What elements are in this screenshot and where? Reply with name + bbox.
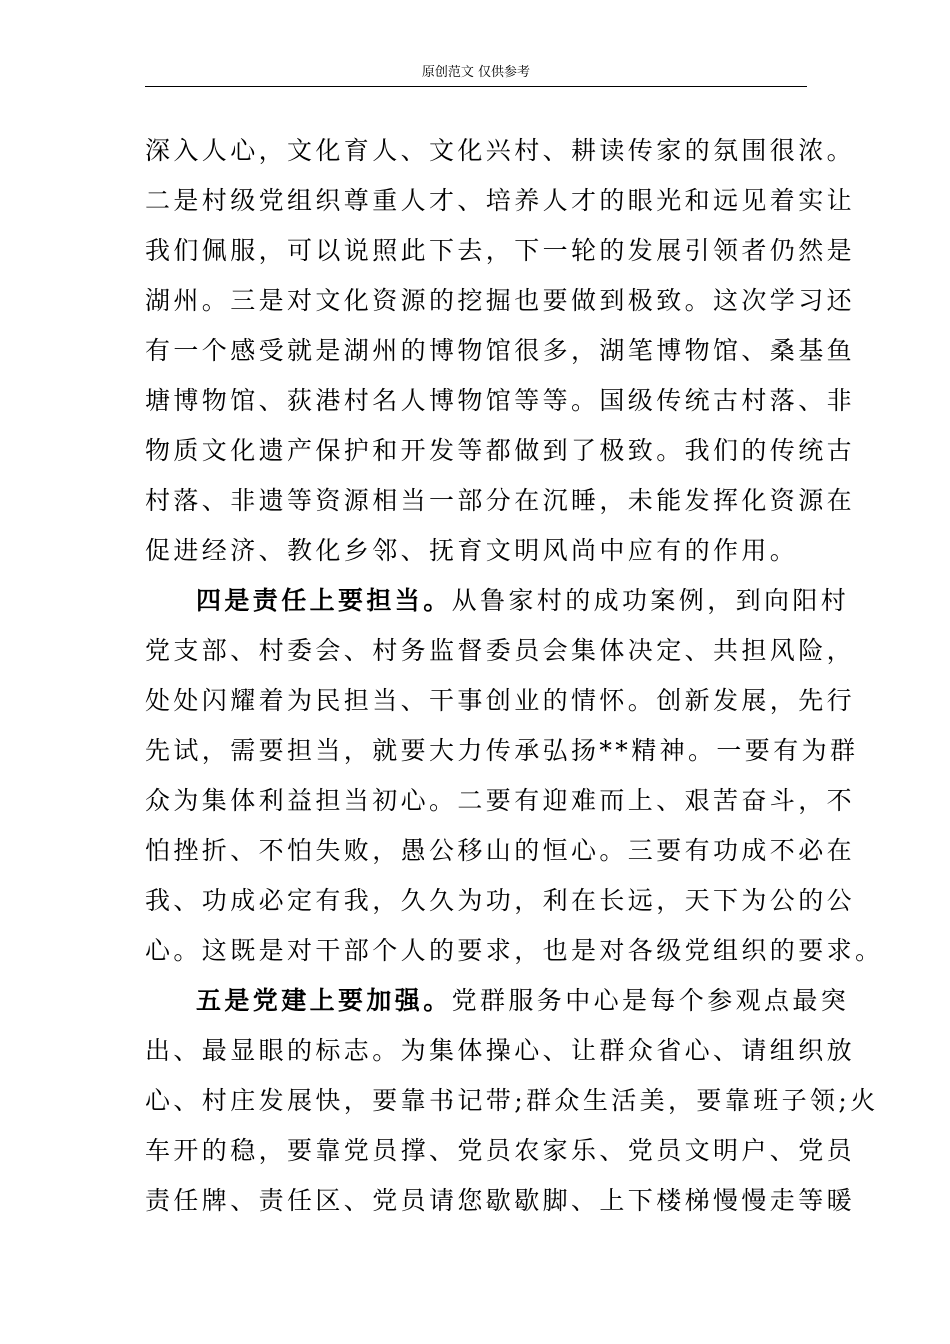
text-line: 怕挫折、不怕失败，愚公移山的恒心。三要有功成不必在 <box>145 836 856 865</box>
text-line: 村落、非遗等资源相当一部分在沉睡，未能发挥化资源在 <box>145 486 856 515</box>
document-body <box>145 126 884 1226</box>
header-divider <box>145 86 807 87</box>
paragraph-heading: 五是党建上要加强。 <box>196 986 452 1015</box>
text-line: 责任牌、责任区、党员请您歇歇脚、上下楼梯慢慢走等暖 <box>145 1186 856 1215</box>
text-line: 我们佩服，可以说照此下去，下一轮的发展引领者仍然是 <box>145 236 856 265</box>
text-line: 塘博物馆、荻港村名人博物馆等等。国级传统古村落、非 <box>145 386 856 415</box>
paragraph-2 <box>145 576 884 976</box>
lead-text: 党群服务中心是每个参观点最突 <box>451 986 850 1015</box>
text-line: 众为集体利益担当初心。二要有迎难而上、艰苦奋斗，不 <box>145 786 856 815</box>
text-line: 物质文化遗产保护和开发等都做到了极致。我们的传统古 <box>145 436 856 465</box>
text-line: 车开的稳，要靠党员撑、党员农家乐、党员文明户、党员 <box>145 1136 856 1165</box>
paragraph-heading: 四是责任上要担当。 <box>196 586 452 615</box>
text-line: 湖州。三是对文化资源的挖掘也要做到极致。这次学习还 <box>145 286 856 315</box>
page-header: 原创范文 仅供参考 <box>421 65 531 80</box>
text-line: 党支部、村委会、村务监督委员会集体决定、共担风险， <box>145 636 856 665</box>
text-line: 处处闪耀着为民担当、干事创业的情怀。创新发展，先行 <box>145 686 856 715</box>
text-line: 深入人心，文化育人、文化兴村、耕读传家的氛围很浓。 <box>145 136 856 165</box>
text-line: 出、最显眼的标志。为集体操心、让群众省心、请组织放 <box>145 1036 856 1065</box>
text-line: 心、村庄发展快，要靠书记带;群众生活美，要靠班子领;火 <box>145 1086 879 1115</box>
paragraph-3 <box>145 976 879 1226</box>
text-line-lead <box>145 576 850 626</box>
text-line: 二是村级党组织尊重人才、培养人才的眼光和远见着实让 <box>145 186 856 215</box>
text-line: 我、功成必定有我，久久为功，利在长远，天下为公的公 <box>145 886 856 915</box>
text-line-lead <box>145 976 850 1026</box>
text-line: 先试，需要担当，就要大力传承弘扬**精神。一要有为群 <box>145 736 859 765</box>
lead-text: 从鲁家村的成功案例，到向阳村 <box>451 586 850 615</box>
text-line: 促进经济、教化乡邻、抚育文明风尚中应有的作用。 <box>145 536 799 565</box>
text-line: 有一个感受就是湖州的博物馆很多，湖笔博物馆、桑基鱼 <box>145 336 856 365</box>
paragraph-1 <box>145 126 856 576</box>
text-line: 心。这既是对干部个人的要求，也是对各级党组织的要求。 <box>145 936 884 965</box>
